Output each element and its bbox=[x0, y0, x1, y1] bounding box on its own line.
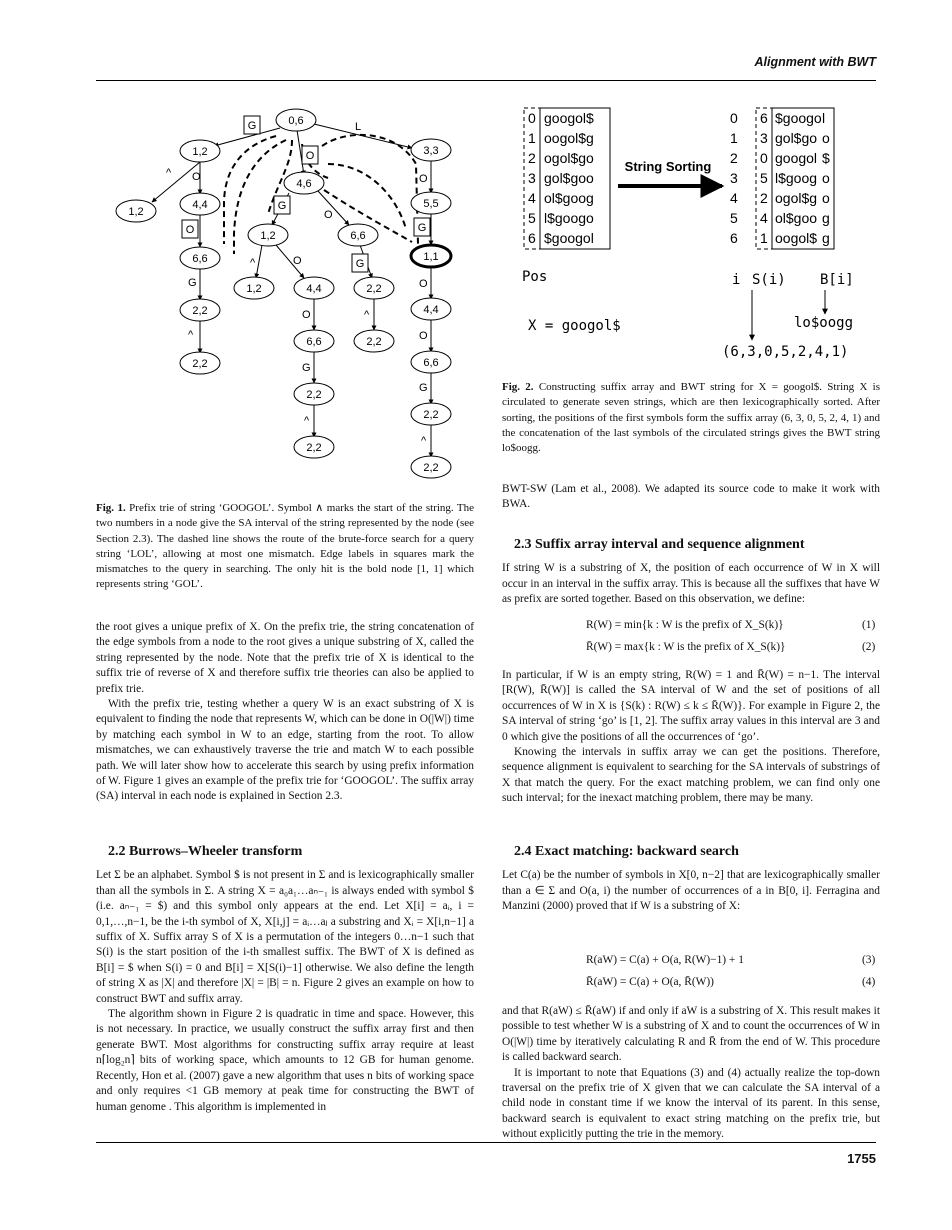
sorted-string: gol$go bbox=[775, 130, 818, 146]
svg-text:4,4: 4,4 bbox=[192, 199, 208, 211]
bwt-symbol: o bbox=[822, 130, 830, 146]
edge-label-g: G bbox=[302, 362, 311, 374]
svg-text:2,2: 2,2 bbox=[192, 305, 208, 317]
header-rule bbox=[96, 80, 876, 81]
left-column bbox=[96, 620, 474, 805]
row-index: 0 bbox=[730, 110, 738, 126]
footer-rule bbox=[96, 1142, 876, 1143]
trie-node bbox=[180, 352, 220, 374]
trie-node-hit bbox=[411, 245, 451, 267]
si-label: S(i) bbox=[752, 272, 786, 288]
bwt-string: lo$oogg bbox=[794, 315, 854, 331]
bwt-symbol: $ bbox=[822, 150, 830, 166]
trie-node bbox=[411, 298, 451, 320]
circular-string: l$googo bbox=[544, 210, 594, 226]
equation-2: R̄(W) = max{k : W is the prefix of X_S(k)} bbox=[586, 641, 786, 653]
figure-2-bwt bbox=[500, 104, 880, 364]
paragraph: In particular, if W is an empty string, R(W) = 1 and R̄(W) = n−1. The interval [R(W), R̄(W)] is called the SA interval of W and the set of positions of all occurrences of W in X is {S(k) : R(W) ≤ k ≤ R̄(W)}. For example in Figure 2, the SA interval of string ‘go’ is [1, 2]. The suffix array values in this interval are 3 and 0 which give the positions of all the occurrences of ‘go’. bbox=[502, 669, 880, 743]
paragraph: If string W is a substring of X, the position of each occurrence of W in X will occur in an interval in the suffix array. This is because all the suffixes that have W as prefix are sorted together. Based on this observation, we define: bbox=[502, 562, 880, 606]
trie-node bbox=[284, 172, 324, 194]
svg-text:2,2: 2,2 bbox=[306, 389, 322, 401]
edge-label-g: G bbox=[188, 277, 197, 289]
paragraph: It is important to note that Equations (3) and (4) actually realize the top-down traversal on the prefix trie of X given that we can calculate the SA interval of a child node in constant time if we know the interval of its parent. In this sense, backward search is equivalent to exact string matching on the prefix trie, but without explicitly putting the trie in the memory. bbox=[502, 1066, 880, 1141]
paragraph: With the prefix trie, testing whether a query W is an exact substring of X is equivalent to finding the node that represents W, which can be done in O(|W|) time by matching each symbol in W to an edge, starting from the root. To allow mismatches, we can exhaustively traverse the trie and match W to each possible path. We will later show how to accelerate this search by using prefix information of W. Figure 1 gives an example of the prefix trie for ‘GOOGOL’. The suffix array (SA) interval in each node is explained in Section 2.3. bbox=[96, 698, 474, 803]
pos-index: 2 bbox=[528, 150, 536, 166]
sa-value: 2 bbox=[760, 190, 768, 206]
paragraph: and that R(aW) ≤ R̄(aW) if and only if aW is a substring of X. This result makes it possible to test whether W is a substring of X and to count the occurrences of W in O(|W|) time by iteratively calculating R and R̄ from the end of W. This procedure is called backward search. bbox=[502, 1005, 880, 1064]
trie-node bbox=[180, 299, 220, 321]
trie-node bbox=[180, 247, 220, 269]
figure-1-trie bbox=[96, 104, 486, 484]
edge-label-o: O bbox=[305, 150, 315, 162]
sorted-string: ol$goo bbox=[775, 210, 818, 226]
sorted-string: googol bbox=[775, 150, 818, 166]
trie-node bbox=[411, 139, 451, 161]
pos-label: Pos bbox=[522, 269, 548, 285]
edge-label-l: L bbox=[354, 121, 362, 133]
pos-index: 4 bbox=[528, 190, 536, 206]
edge-label-o: O bbox=[324, 209, 333, 221]
edge-label-g: G bbox=[417, 222, 427, 234]
edge-label-o: O bbox=[293, 255, 302, 267]
row-index: 4 bbox=[730, 190, 738, 206]
circular-string: ol$goog bbox=[544, 190, 594, 206]
trie-node bbox=[294, 277, 334, 299]
trie-node bbox=[116, 200, 156, 222]
svg-text:2,2: 2,2 bbox=[423, 462, 439, 474]
row-index: 5 bbox=[730, 210, 738, 226]
equation-1: R(W) = min{k : W is the prefix of X_S(k)} bbox=[586, 619, 784, 631]
svg-text:5,5: 5,5 bbox=[423, 198, 439, 210]
edge-label-caret: ^ bbox=[304, 415, 310, 427]
svg-text:4,4: 4,4 bbox=[306, 283, 322, 295]
trie-node bbox=[411, 351, 451, 373]
pos-index: 6 bbox=[528, 230, 536, 246]
i-label: i bbox=[732, 272, 741, 288]
svg-text:6,6: 6,6 bbox=[192, 253, 208, 265]
trie-node bbox=[234, 277, 274, 299]
trie-node bbox=[276, 109, 316, 131]
circular-string: ogol$go bbox=[544, 150, 594, 166]
row-index: 6 bbox=[730, 230, 738, 246]
figure-1-caption: Fig. 1. Prefix trie of string ‘GOOGOL’. Symbol ∧ marks the start of the string. The two numbers in a node give the SA interval of the string represented by the node (see Section 2.3). The dashed line shows the route of the brute-force search for a query string ‘LOL’, allowing at most one mismatch. Edge labels in squares mark the mismatches to the query in searching. The only hit is the bold node [1, 1] which represents string ‘GOL’. bbox=[96, 502, 475, 591]
right-column-end bbox=[502, 1004, 880, 1143]
svg-text:1,2: 1,2 bbox=[246, 283, 262, 295]
edge-label-o: O bbox=[185, 224, 195, 236]
svg-text:3,3: 3,3 bbox=[423, 145, 439, 157]
svg-text:2,2: 2,2 bbox=[192, 358, 208, 370]
trie-node bbox=[180, 140, 220, 162]
trie-node bbox=[294, 436, 334, 458]
edge-label-g: G bbox=[419, 382, 428, 394]
trie-node bbox=[411, 456, 451, 478]
right-column-sa bbox=[502, 668, 880, 807]
circular-string: oogol$g bbox=[544, 130, 594, 146]
bwt-symbol: o bbox=[822, 190, 830, 206]
edge-label-g: G bbox=[247, 120, 257, 132]
sa-value: 3 bbox=[760, 130, 768, 146]
trie-node bbox=[294, 383, 334, 405]
trie-node bbox=[180, 193, 220, 215]
suffix-array: (6,3,0,5,2,4,1) bbox=[722, 344, 849, 360]
left-column-sec22 bbox=[96, 844, 474, 1115]
edge-label-g: G bbox=[355, 258, 365, 270]
sa-value: 4 bbox=[760, 210, 768, 226]
bwt-symbol: o bbox=[822, 170, 830, 186]
right-column-sec24 bbox=[502, 844, 880, 915]
svg-text:1,2: 1,2 bbox=[192, 146, 208, 158]
row-index: 3 bbox=[730, 170, 738, 186]
bwt-symbol: l bbox=[822, 110, 826, 126]
sorted-string: l$goog bbox=[775, 170, 818, 186]
bwt-symbol: g bbox=[822, 230, 830, 246]
edge-label-o: O bbox=[192, 171, 201, 183]
paragraph: BWT-SW (Lam et al., 2008). We adapted its source code to make it work with BWA. bbox=[502, 483, 880, 511]
circular-string: $googol bbox=[544, 230, 594, 246]
pos-index: 3 bbox=[528, 170, 536, 186]
running-title: Alignment with BWT bbox=[754, 55, 876, 69]
trie-node bbox=[294, 330, 334, 352]
sorted-string: oogol$ bbox=[775, 230, 818, 246]
svg-text:4,6: 4,6 bbox=[296, 178, 312, 190]
svg-text:1,1: 1,1 bbox=[423, 251, 439, 263]
svg-text:4,4: 4,4 bbox=[423, 304, 439, 316]
trie-node bbox=[248, 224, 288, 246]
equation-3-number: (3) bbox=[862, 954, 876, 966]
svg-text:2,2: 2,2 bbox=[306, 442, 322, 454]
edge-label-caret: ^ bbox=[250, 257, 256, 269]
trie-node bbox=[354, 330, 394, 352]
row-index: 2 bbox=[730, 150, 738, 166]
svg-text:0,6: 0,6 bbox=[288, 115, 304, 127]
sorted-string: $googo bbox=[775, 110, 822, 126]
svg-text:6,6: 6,6 bbox=[350, 230, 366, 242]
circular-string: googol$ bbox=[544, 110, 594, 126]
edge-label-o: O bbox=[419, 330, 428, 342]
paragraph: Knowing the intervals in suffix array we can get the positions. Therefore, sequence alignment is equivalent to searching for the SA intervals of substrings of X that match the query. For the exact matching problem, we can find only one such interval; for the inexact matching problem, there may be many. bbox=[502, 746, 880, 805]
svg-text:6,6: 6,6 bbox=[423, 357, 439, 369]
edge-label-o: O bbox=[302, 309, 311, 321]
edge-label-o: O bbox=[419, 173, 428, 185]
paragraph: the root gives a unique prefix of X. On the prefix trie, the string concatenation of the edge symbols from a node to the root gives a unique substring of X, called the string represented by the node. Note that the prefix trie of X is identical to the suffix trie of reverse of X and therefore suffix trie theories can also be applied to prefix trie. bbox=[96, 621, 474, 695]
right-column bbox=[502, 482, 880, 607]
equation-2-number: (2) bbox=[862, 641, 876, 653]
trie-node bbox=[411, 403, 451, 425]
row-index: 1 bbox=[730, 130, 738, 146]
pos-index: 1 bbox=[528, 130, 536, 146]
equation-4-number: (4) bbox=[862, 976, 876, 988]
edge-label-o: O bbox=[419, 278, 428, 290]
page-number: 1755 bbox=[847, 1151, 876, 1166]
svg-text:2,2: 2,2 bbox=[423, 409, 439, 421]
section-heading: 2.2 Burrows–Wheeler transform bbox=[108, 844, 303, 859]
sa-value: 0 bbox=[760, 150, 768, 166]
paragraph: The algorithm shown in Figure 2 is quadratic in time and space. However, this is not necessary. In practice, we usually construct the suffix array first and then generate BWT. Most algorithms for constructing suffix array require at least n⌈log₂n⌉ bits of working space, which amounts to 12 GB for human genome. Recently, Hon et al. (2007) gave a new algorithm that uses n bits of working space and only requires <1 GB memory at peak time for constructing the BWT of human genome . This algorithm is implemented in bbox=[96, 1008, 474, 1113]
equation-1-number: (1) bbox=[862, 619, 876, 631]
edge-label-caret: ^ bbox=[188, 329, 194, 341]
string-sorting-label: String Sorting bbox=[624, 159, 712, 174]
sorted-string: ogol$g bbox=[775, 190, 818, 206]
paragraph: Let Σ be an alphabet. Symbol $ is not present in Σ and is lexicographically smaller than all the symbols in Σ. A string X = a₀a₁…aₙ₋₁ is always ended with symbol $ (i.e. aₙ₋₁ = $) and this symbol only appears at the end. Let X[i] = aᵢ, i = 0,1,…,n−1, be the i-th symbol of X, X[i,j] = aᵢ…aⱼ a substring and Xᵢ = X[i,n−1] a suffix of X. Suffix array S of X is a permutation of the integers 0…n−1 such that S(i) is the start position of the i-th smallest suffix. The BWT of X is defined as B[i] = $ when S(i) = 0 and B[i] = X[S(i)−1] otherwise. We also define the length of string X as |X| and therefore |X| = |B| = n. Figure 2 gives an example on how to construct BWT and suffix array. bbox=[96, 869, 474, 1005]
figure-2-caption: Fig. 2. Constructing suffix array and BWT string for X = googol$. String X is circulated to generate seven strings, which are then lexicographically sorted. After sorting, the positions of the first symbols form the suffix array (6, 3, 0, 5, 2, 4, 1) and the concatenation of the last symbols of the circulated strings gives the BWT string lo$oogg. bbox=[502, 381, 880, 455]
svg-text:6,6: 6,6 bbox=[306, 336, 322, 348]
edge-label-caret: ^ bbox=[364, 309, 370, 321]
trie-node bbox=[354, 277, 394, 299]
svg-text:1,2: 1,2 bbox=[260, 230, 276, 242]
edge-label-g: G bbox=[277, 200, 287, 212]
sa-value: 1 bbox=[760, 230, 768, 246]
circular-string: gol$goo bbox=[544, 170, 594, 186]
paragraph: Let C(a) be the number of symbols in X[0, n−2] that are lexicographically smaller than a ∈ Σ and O(a, i) the number of occurrences of a in B[0, i]. Ferragina and Manzini (2000) proved that if W is a substring of X: bbox=[502, 869, 880, 913]
x-label: X = googol$ bbox=[528, 318, 621, 334]
sa-value: 5 bbox=[760, 170, 768, 186]
svg-text:2,2: 2,2 bbox=[366, 283, 382, 295]
trie-node bbox=[338, 224, 378, 246]
pos-index: 5 bbox=[528, 210, 536, 226]
edge-label-caret: ^ bbox=[166, 167, 172, 179]
section-heading: 2.3 Suffix array interval and sequence alignment bbox=[514, 536, 805, 552]
bi-label: B[i] bbox=[820, 272, 854, 288]
equation-4: R̄(aW) = C(a) + O(a, R̄(W)) bbox=[586, 976, 714, 988]
equation-3: R(aW) = C(a) + O(a, R(W)−1) + 1 bbox=[586, 954, 744, 966]
sa-value: 6 bbox=[760, 110, 768, 126]
section-heading: 2.4 Exact matching: backward search bbox=[514, 844, 739, 859]
bwt-symbol: g bbox=[822, 210, 830, 226]
svg-text:2,2: 2,2 bbox=[366, 336, 382, 348]
pos-index: 0 bbox=[528, 110, 536, 126]
svg-text:1,2: 1,2 bbox=[128, 206, 144, 218]
trie-node bbox=[411, 192, 451, 214]
edge-label-caret: ^ bbox=[421, 435, 427, 447]
